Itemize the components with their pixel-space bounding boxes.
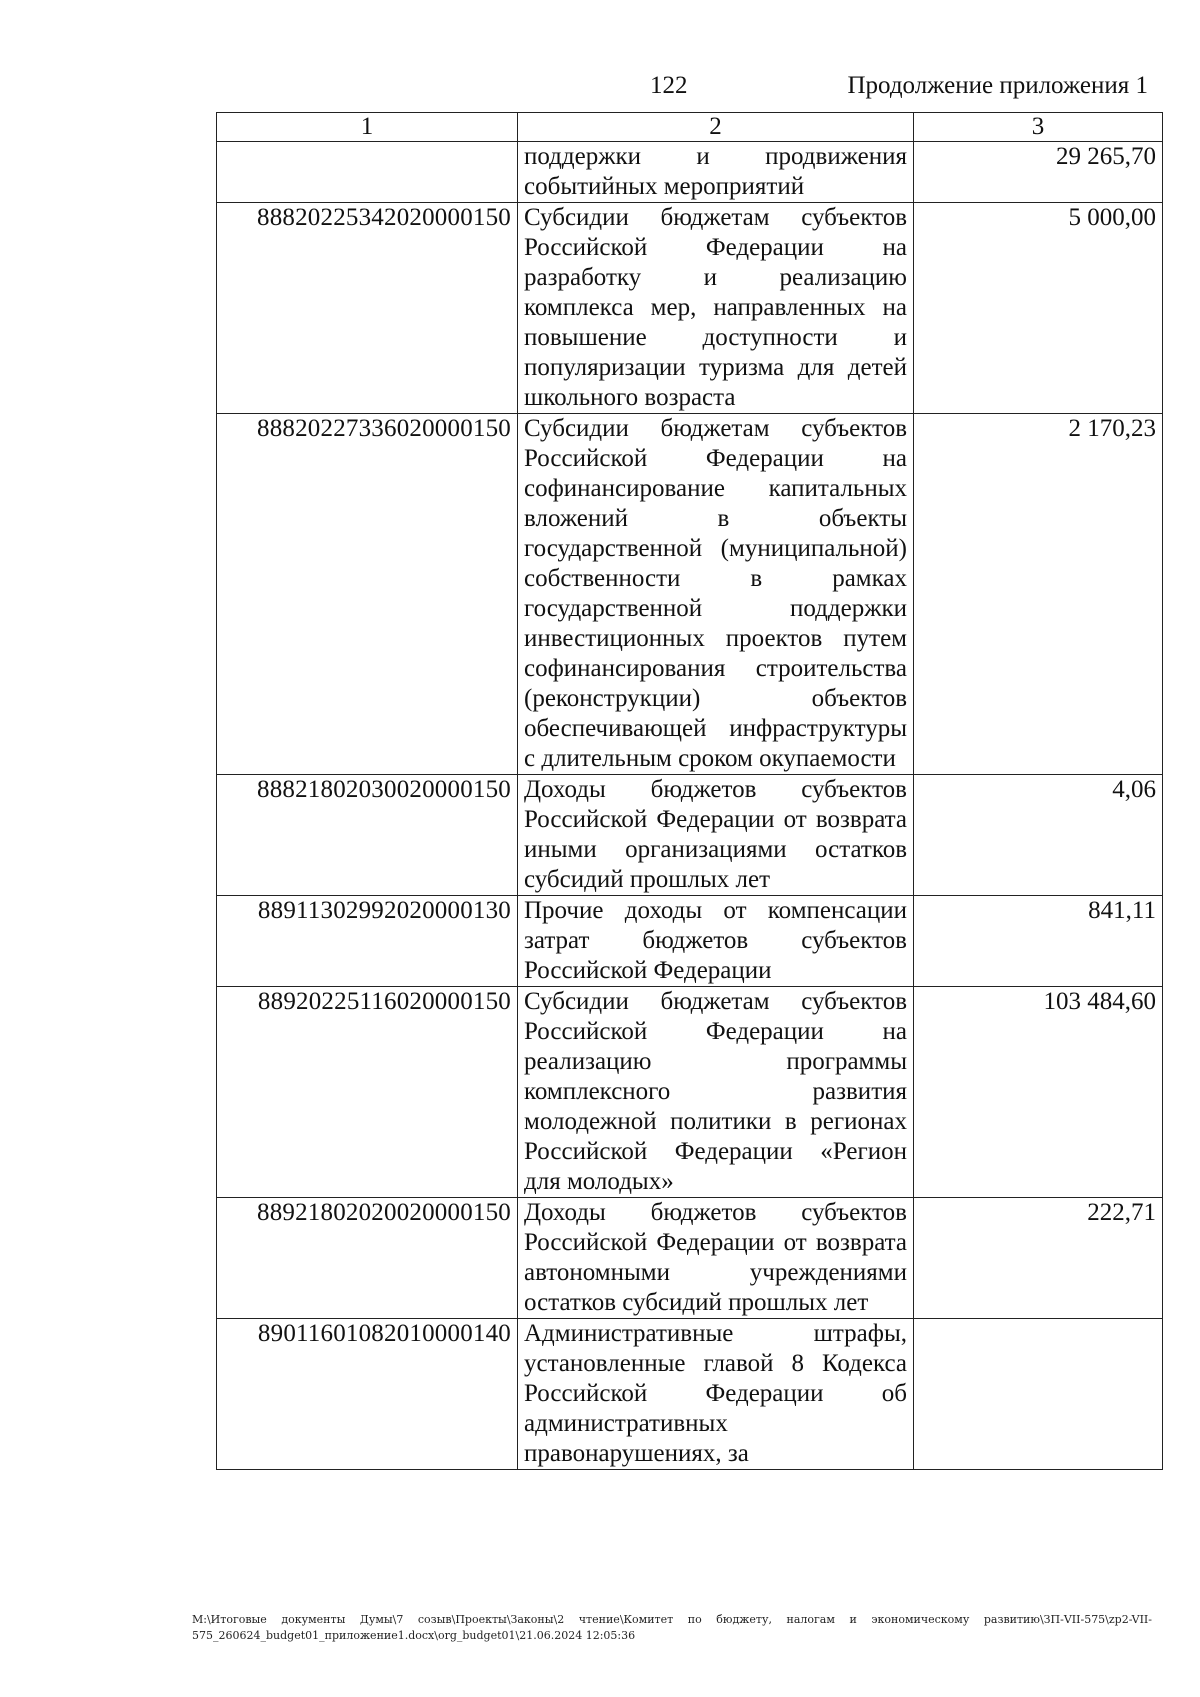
row-amount: 29 265,70 bbox=[914, 142, 1163, 203]
row-description: поддержки и продвижения событийных мероприятий bbox=[518, 142, 914, 203]
income-table bbox=[216, 112, 1163, 1470]
column-header-3: 3 bbox=[914, 113, 1163, 142]
table-row bbox=[217, 414, 1163, 775]
column-header-1: 1 bbox=[217, 113, 518, 142]
row-amount: 4,06 bbox=[914, 775, 1163, 896]
document-path-footer: M:\Итоговые документы Думы\7 созыв\Проекты\Законы\2 чтение\Комитет по бюджету, налогам и экономическому развитию\ЗП-VII-575\zp2-VII-575_260624_budget01_приложение1.docx\org_budget01\21.06.2024 12:05:36 bbox=[192, 1613, 1152, 1642]
row-description: Доходы бюджетов субъектов Российской Федерации от возврата автономными учреждениями остатков субсидий прошлых лет bbox=[518, 1198, 914, 1319]
row-code: 89011601082010000140 bbox=[217, 1319, 518, 1470]
row-description: Прочие доходы от компенсации затрат бюджетов субъектов Российской Федерации bbox=[518, 896, 914, 987]
row-description: Субсидии бюджетам субъектов Российской Федерации на софинансирование капитальных вложений в объекты государственной (муниципальной) собственности в рамках государственной поддержки инвестиционных проектов путем софинансирования строительства (реконструкции) объектов обеспечивающей инфраструктуры с длительным сроком окупаемости bbox=[518, 414, 914, 775]
continuation-label: Продолжение приложения 1 bbox=[847, 72, 1148, 99]
row-code: 88920225116020000150 bbox=[217, 987, 518, 1198]
table-row bbox=[217, 1198, 1163, 1319]
row-description: Доходы бюджетов субъектов Российской Федерации от возврата иными организациями остатков субсидий прошлых лет bbox=[518, 775, 914, 896]
table-row bbox=[217, 896, 1163, 987]
column-header-2: 2 bbox=[518, 113, 914, 142]
row-amount: 2 170,23 bbox=[914, 414, 1163, 775]
table-row bbox=[217, 142, 1163, 203]
row-description: Административные штрафы, установленные главой 8 Кодекса Российской Федерации об административных правонарушениях, за bbox=[518, 1319, 914, 1470]
page-number: 122 bbox=[650, 72, 688, 99]
row-description: Субсидии бюджетам субъектов Российской Федерации на разработку и реализацию комплекса мер, направленных на повышение доступности и популяризации туризма для детей школьного возраста bbox=[518, 203, 914, 414]
row-code: 88911302992020000130 bbox=[217, 896, 518, 987]
row-code: 88820225342020000150 bbox=[217, 203, 518, 414]
table-row bbox=[217, 775, 1163, 896]
table-row bbox=[217, 987, 1163, 1198]
column-numbers-row bbox=[217, 113, 1163, 142]
table-row bbox=[217, 203, 1163, 414]
row-description: Субсидии бюджетам субъектов Российской Федерации на реализацию программы комплексного развития молодежной политики в регионах Российской Федерации «Регион для молодых» bbox=[518, 987, 914, 1198]
row-amount bbox=[914, 1319, 1163, 1470]
row-amount: 5 000,00 bbox=[914, 203, 1163, 414]
row-code: 88921802020020000150 bbox=[217, 1198, 518, 1319]
row-amount: 103 484,60 bbox=[914, 987, 1163, 1198]
row-code: 88820227336020000150 bbox=[217, 414, 518, 775]
row-code: 88821802030020000150 bbox=[217, 775, 518, 896]
row-code bbox=[217, 142, 518, 203]
row-amount: 841,11 bbox=[914, 896, 1163, 987]
row-amount: 222,71 bbox=[914, 1198, 1163, 1319]
table-row bbox=[217, 1319, 1163, 1470]
